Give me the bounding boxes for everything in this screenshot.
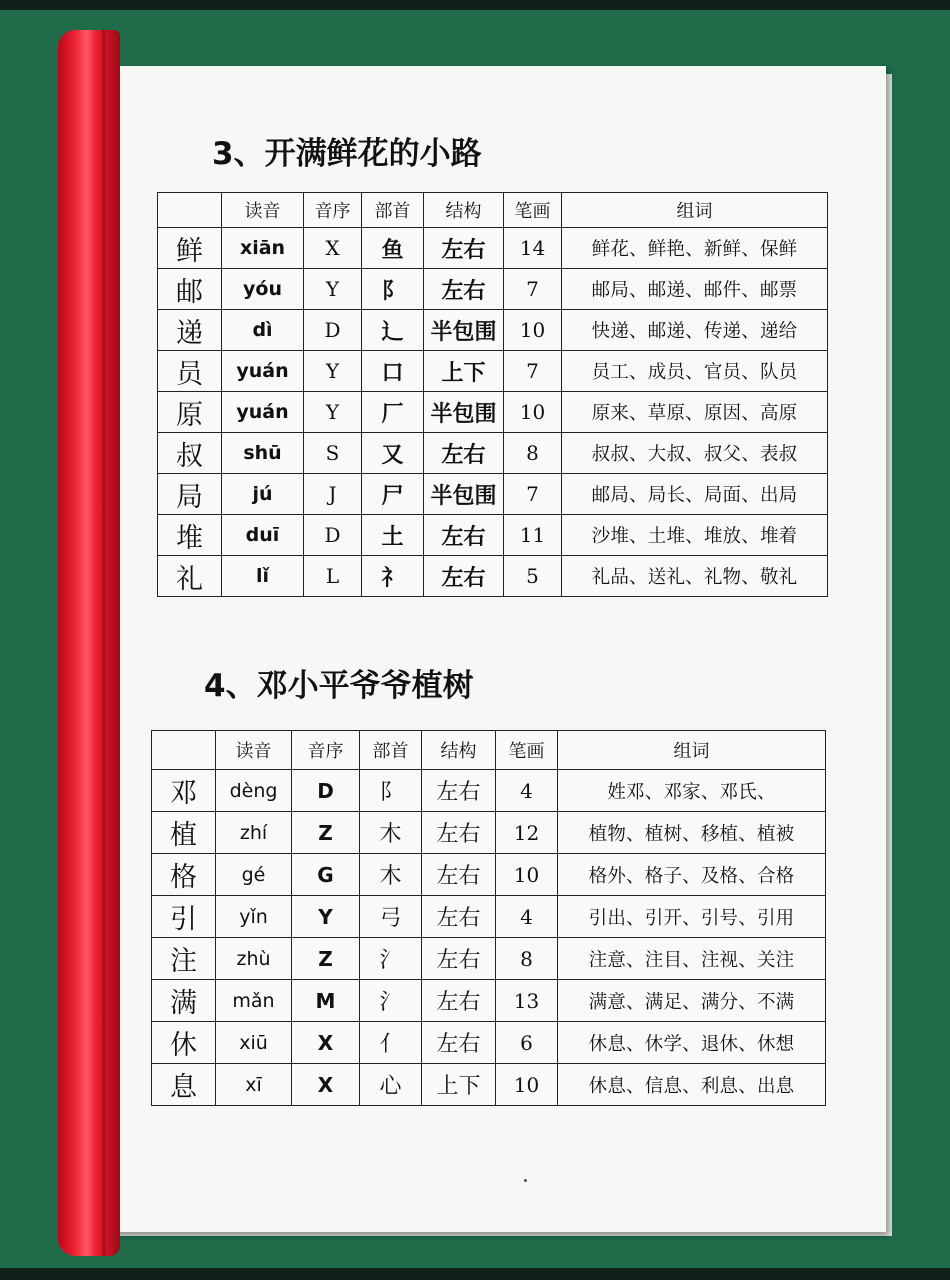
structure-cell: 左右 — [422, 938, 496, 980]
radical-cell: 尸 — [362, 474, 424, 515]
stroke-count-cell: 13 — [496, 980, 558, 1022]
header-pronunciation: 读音 — [222, 193, 304, 228]
radical-cell: 氵 — [360, 980, 422, 1022]
radical-cell: 鱼 — [362, 228, 424, 269]
stroke-count-cell: 11 — [504, 515, 562, 556]
word-list-cell: 满意、满足、满分、不满 — [558, 980, 826, 1022]
structure-cell: 半包围 — [424, 474, 504, 515]
initial-letter-cell: D — [304, 310, 362, 351]
table-row — [152, 812, 826, 854]
word-list-cell: 礼品、送礼、礼物、敬礼 — [562, 556, 828, 597]
pinyin-cell: xiān — [222, 228, 304, 269]
structure-cell: 上下 — [422, 1064, 496, 1106]
pinyin-cell: yuán — [222, 392, 304, 433]
initial-letter-cell: S — [304, 433, 362, 474]
table-row — [158, 351, 828, 392]
radical-cell: 阝 — [360, 770, 422, 812]
stroke-count-cell: 12 — [496, 812, 558, 854]
radical-cell: 礻 — [362, 556, 424, 597]
pinyin-cell: mǎn — [216, 980, 292, 1022]
initial-letter-cell: D — [292, 770, 360, 812]
character-cell: 员 — [158, 351, 222, 392]
stroke-count-cell: 10 — [496, 854, 558, 896]
pinyin-cell: yuán — [222, 351, 304, 392]
stroke-count-cell: 7 — [504, 269, 562, 310]
initial-letter-cell: Z — [292, 938, 360, 980]
structure-cell: 左右 — [424, 433, 504, 474]
initial-letter-cell: Y — [304, 269, 362, 310]
structure-cell: 上下 — [424, 351, 504, 392]
character-cell: 格 — [152, 854, 216, 896]
header-words: 组词 — [558, 731, 826, 770]
pinyin-cell: duī — [222, 515, 304, 556]
word-list-cell: 员工、成员、官员、队员 — [562, 351, 828, 392]
radical-cell: 心 — [360, 1064, 422, 1106]
header-strokes: 笔画 — [496, 731, 558, 770]
table-row — [152, 1022, 826, 1064]
structure-cell: 左右 — [424, 228, 504, 269]
header-radical: 部首 — [360, 731, 422, 770]
structure-cell: 左右 — [424, 556, 504, 597]
word-list-cell: 休息、休学、退休、休想 — [558, 1022, 826, 1064]
word-list-cell: 原来、草原、原因、高原 — [562, 392, 828, 433]
stroke-count-cell: 4 — [496, 770, 558, 812]
header-structure: 结构 — [424, 193, 504, 228]
table-row — [152, 896, 826, 938]
stroke-count-cell: 7 — [504, 351, 562, 392]
stroke-count-cell: 8 — [496, 938, 558, 980]
initial-letter-cell: Z — [292, 812, 360, 854]
initial-letter-cell: Y — [304, 351, 362, 392]
header-pronunciation: 读音 — [216, 731, 292, 770]
table-row — [158, 228, 828, 269]
radical-cell: 又 — [362, 433, 424, 474]
structure-cell: 半包围 — [424, 310, 504, 351]
character-cell: 堆 — [158, 515, 222, 556]
section-title-4: 4、邓小平爷爷植树 — [204, 668, 474, 704]
word-list-cell: 邮局、邮递、邮件、邮票 — [562, 269, 828, 310]
structure-cell: 左右 — [422, 770, 496, 812]
word-list-cell: 引出、引开、引号、引用 — [558, 896, 826, 938]
pinyin-cell: zhù — [216, 938, 292, 980]
stroke-count-cell: 10 — [496, 1064, 558, 1106]
radical-cell: 亻 — [360, 1022, 422, 1064]
header-blank — [158, 193, 222, 228]
radical-cell: 辶 — [362, 310, 424, 351]
table-row — [152, 770, 826, 812]
stroke-count-cell: 6 — [496, 1022, 558, 1064]
initial-letter-cell: X — [304, 228, 362, 269]
initial-letter-cell: Y — [292, 896, 360, 938]
character-cell: 叔 — [158, 433, 222, 474]
header-structure: 结构 — [422, 731, 496, 770]
radical-cell: 阝 — [362, 269, 424, 310]
word-list-cell: 姓邓、邓家、邓氏、 — [558, 770, 826, 812]
header-initial: 音序 — [292, 731, 360, 770]
pinyin-cell: gé — [216, 854, 292, 896]
table-row — [158, 269, 828, 310]
structure-cell: 左右 — [422, 1022, 496, 1064]
table-row — [152, 854, 826, 896]
character-cell: 息 — [152, 1064, 216, 1106]
initial-letter-cell: Y — [304, 392, 362, 433]
character-cell: 鲜 — [158, 228, 222, 269]
structure-cell: 左右 — [424, 515, 504, 556]
pinyin-cell: xiū — [216, 1022, 292, 1064]
table-row — [158, 515, 828, 556]
table-row — [152, 980, 826, 1022]
character-cell: 递 — [158, 310, 222, 351]
stroke-count-cell: 5 — [504, 556, 562, 597]
structure-cell: 左右 — [424, 269, 504, 310]
word-list-cell: 鲜花、鲜艳、新鲜、保鲜 — [562, 228, 828, 269]
word-list-cell: 快递、邮递、传递、递给 — [562, 310, 828, 351]
structure-cell: 左右 — [422, 812, 496, 854]
character-cell: 礼 — [158, 556, 222, 597]
section-title-3: 3、开满鲜花的小路 — [212, 136, 482, 172]
word-list-cell: 叔叔、大叔、叔父、表叔 — [562, 433, 828, 474]
character-cell: 休 — [152, 1022, 216, 1064]
radical-cell: 木 — [360, 854, 422, 896]
pinyin-cell: yóu — [222, 269, 304, 310]
pinyin-cell: xī — [216, 1064, 292, 1106]
character-cell: 引 — [152, 896, 216, 938]
pinyin-cell: jú — [222, 474, 304, 515]
radical-cell: 氵 — [360, 938, 422, 980]
character-cell: 局 — [158, 474, 222, 515]
page-speck — [524, 1179, 527, 1182]
pinyin-cell: dèng — [216, 770, 292, 812]
table-row — [158, 556, 828, 597]
radical-cell: 木 — [360, 812, 422, 854]
initial-letter-cell: D — [304, 515, 362, 556]
pinyin-cell: dì — [222, 310, 304, 351]
radical-cell: 弓 — [360, 896, 422, 938]
character-cell: 满 — [152, 980, 216, 1022]
initial-letter-cell: M — [292, 980, 360, 1022]
character-cell: 邓 — [152, 770, 216, 812]
structure-cell: 左右 — [422, 896, 496, 938]
structure-cell: 左右 — [422, 980, 496, 1022]
structure-cell: 半包围 — [424, 392, 504, 433]
radical-cell: 厂 — [362, 392, 424, 433]
word-list-cell: 休息、信息、利息、出息 — [558, 1064, 826, 1106]
character-cell: 植 — [152, 812, 216, 854]
radical-cell: 土 — [362, 515, 424, 556]
pinyin-cell: yǐn — [216, 896, 292, 938]
initial-letter-cell: G — [292, 854, 360, 896]
header-strokes: 笔画 — [504, 193, 562, 228]
header-blank — [152, 731, 216, 770]
character-table-3 — [157, 192, 828, 597]
background-top-edge — [0, 0, 950, 10]
table-header-row — [158, 193, 828, 228]
table-row — [158, 474, 828, 515]
stroke-count-cell: 10 — [504, 392, 562, 433]
radical-cell: 口 — [362, 351, 424, 392]
header-radical: 部首 — [362, 193, 424, 228]
table-row — [158, 310, 828, 351]
word-list-cell: 格外、格子、及格、合格 — [558, 854, 826, 896]
header-initial: 音序 — [304, 193, 362, 228]
table-row — [158, 433, 828, 474]
initial-letter-cell: X — [292, 1064, 360, 1106]
word-list-cell: 沙堆、土堆、堆放、堆着 — [562, 515, 828, 556]
stroke-count-cell: 14 — [504, 228, 562, 269]
initial-letter-cell: X — [292, 1022, 360, 1064]
stroke-count-cell: 7 — [504, 474, 562, 515]
header-words: 组词 — [562, 193, 828, 228]
character-cell: 注 — [152, 938, 216, 980]
pinyin-cell: shū — [222, 433, 304, 474]
pinyin-cell: lǐ — [222, 556, 304, 597]
word-list-cell: 邮局、局长、局面、出局 — [562, 474, 828, 515]
table-row — [152, 1064, 826, 1106]
initial-letter-cell: L — [304, 556, 362, 597]
initial-letter-cell: J — [304, 474, 362, 515]
word-list-cell: 植物、植树、移植、植被 — [558, 812, 826, 854]
stroke-count-cell: 10 — [504, 310, 562, 351]
table-row — [158, 392, 828, 433]
table-header-row — [152, 731, 826, 770]
character-cell: 邮 — [158, 269, 222, 310]
background-bottom-edge — [0, 1268, 950, 1280]
character-table-4 — [151, 730, 826, 1106]
red-binder-spine — [58, 30, 120, 1256]
pinyin-cell: zhí — [216, 812, 292, 854]
structure-cell: 左右 — [422, 854, 496, 896]
table-row — [152, 938, 826, 980]
stroke-count-cell: 8 — [504, 433, 562, 474]
word-list-cell: 注意、注目、注视、关注 — [558, 938, 826, 980]
character-cell: 原 — [158, 392, 222, 433]
stroke-count-cell: 4 — [496, 896, 558, 938]
